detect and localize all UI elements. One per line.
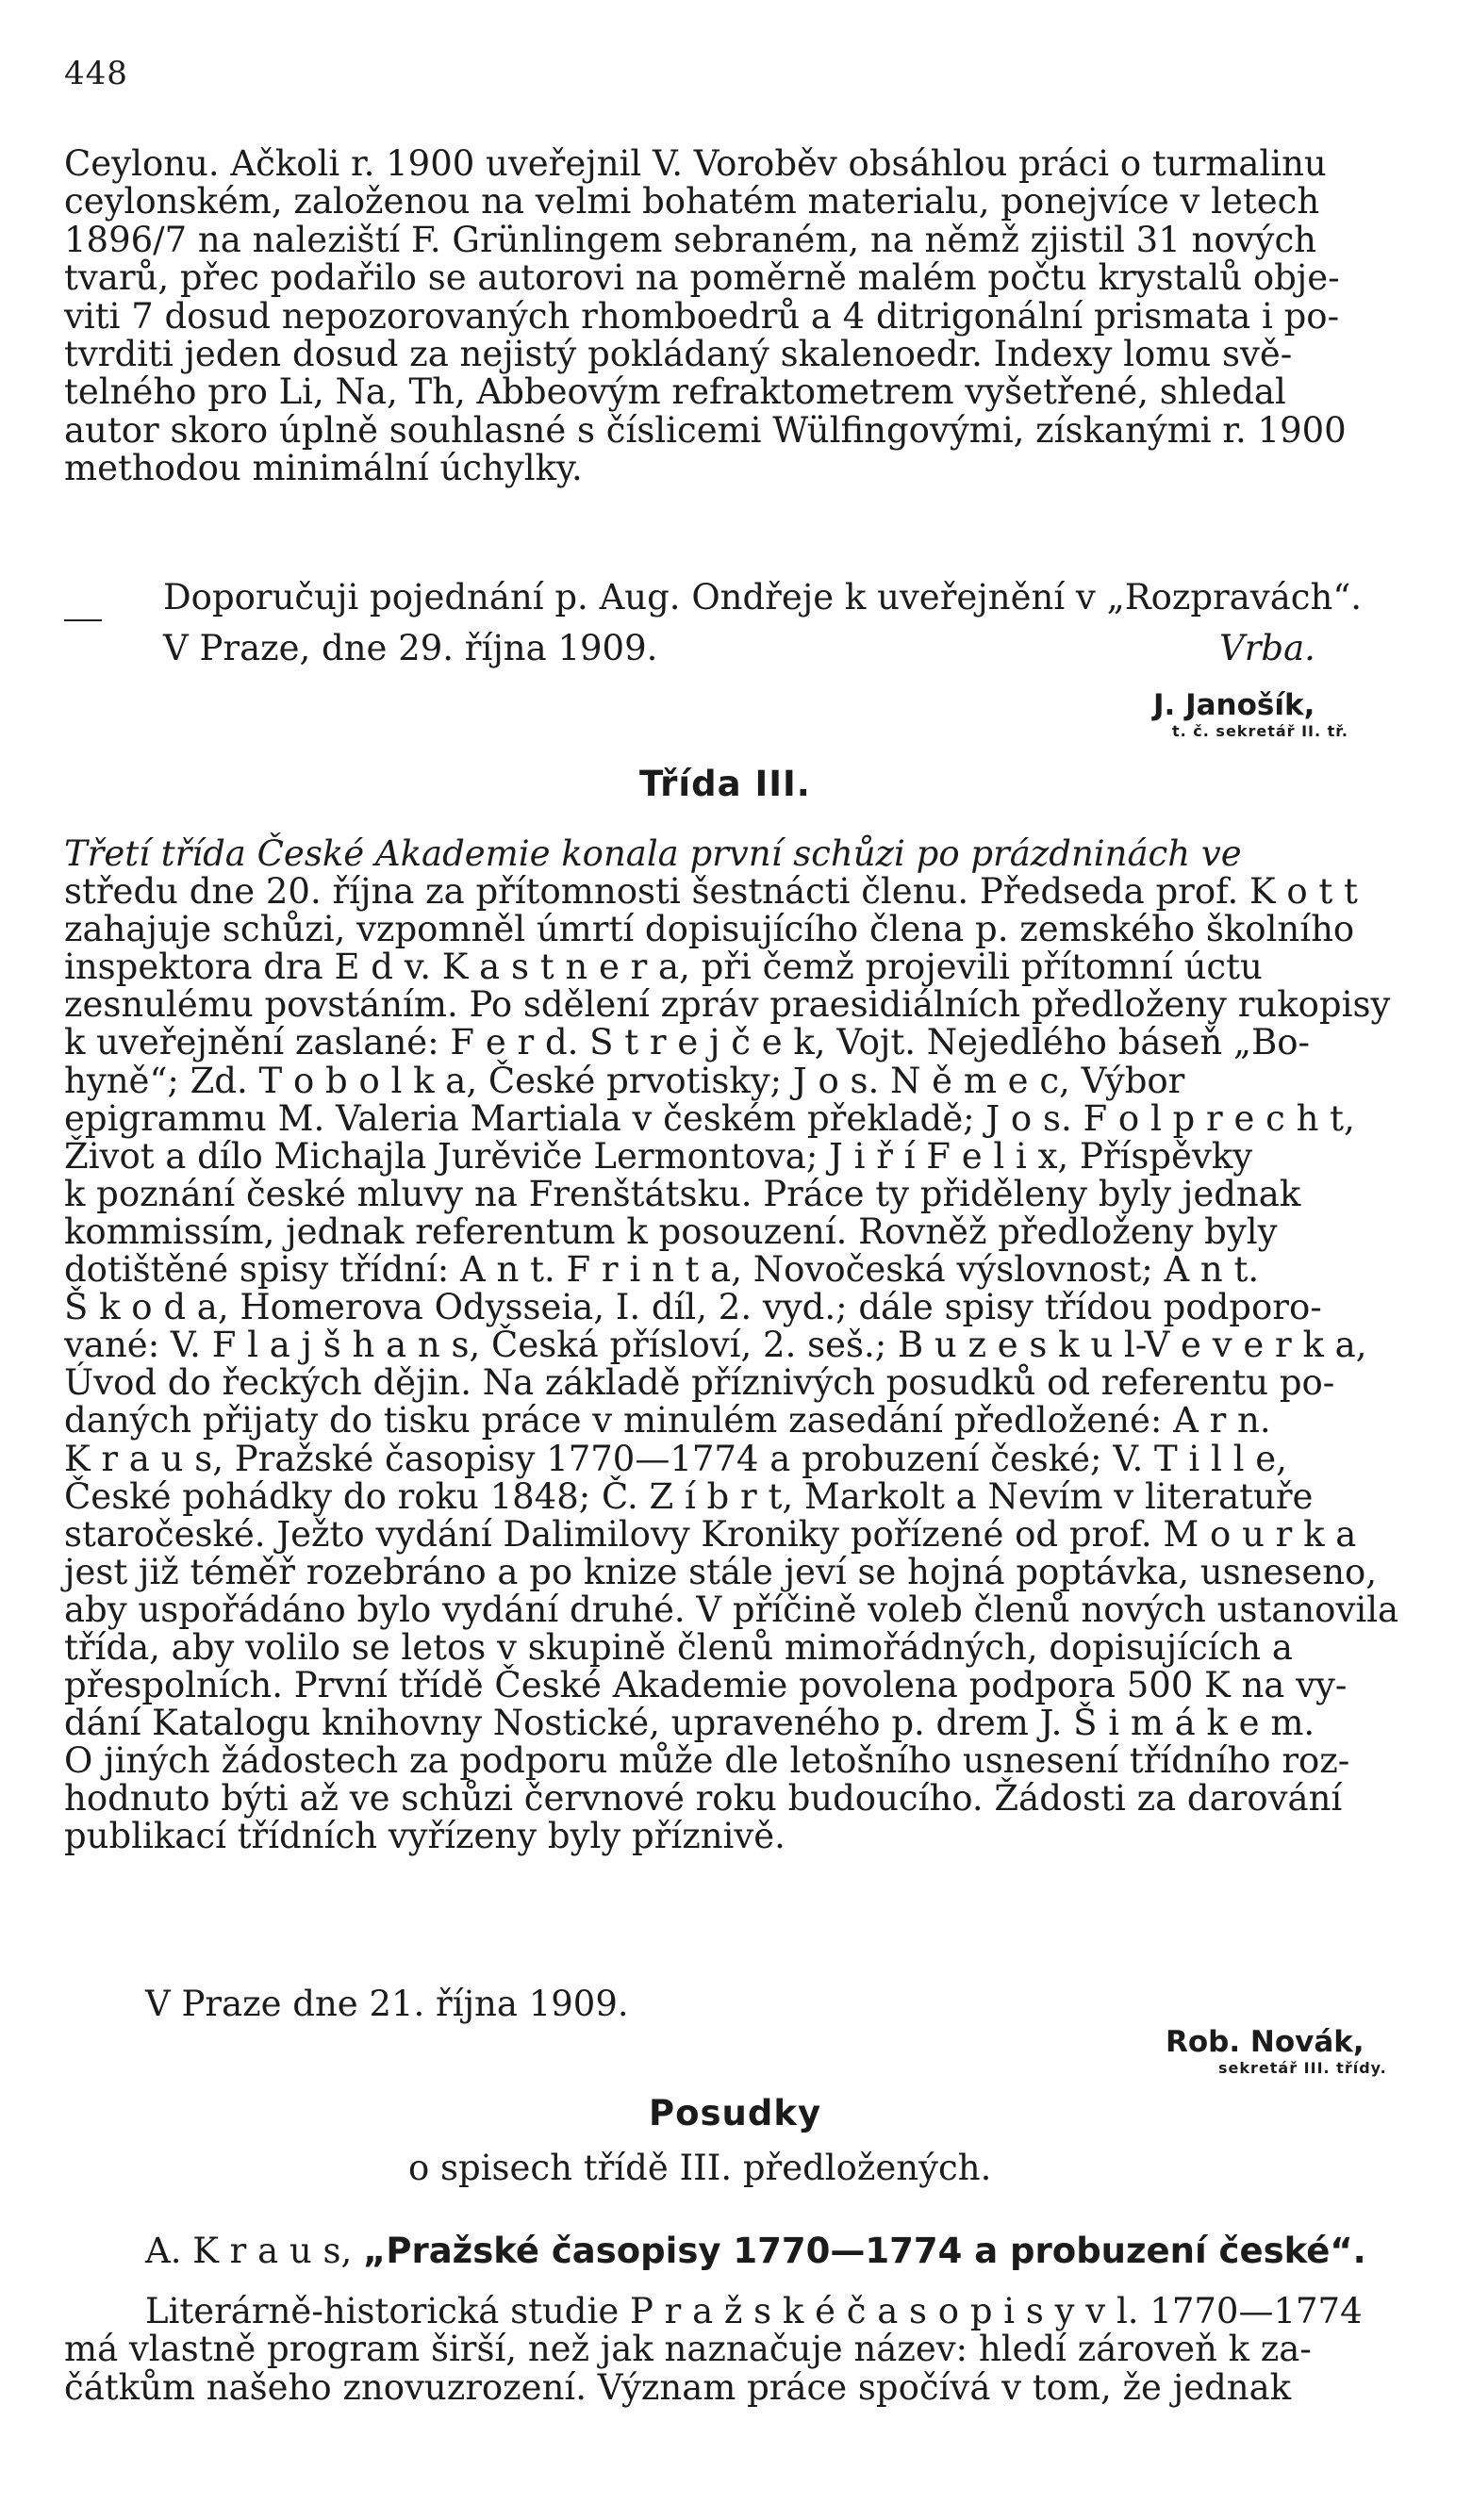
text-line: třída, aby volilo se letos v skupině členů mimořádných, dopisujících a: [64, 1626, 1293, 1668]
paragraph-review: [64, 2293, 1403, 2407]
posudky-heading: Posudky: [649, 2093, 822, 2133]
page-number: 448: [64, 55, 128, 92]
text-line: Třetí třída České Akademie konala první schůzi po prázdninách ve: [64, 833, 1242, 874]
text-line: Š k o d a, Homerova Odysseia, I. díl, 2. vyd.; dále spisy třídou podporo-: [64, 1287, 1322, 1328]
text-line: tvarů, přec podařilo se autorovi na poměrně malém počtu krystalů obje-: [64, 257, 1340, 299]
text-line: O jiných žádostech za podporu může dle letošního usnesení třídního roz-: [64, 1740, 1350, 1782]
text-line: inspektora dra E d v. K a s t n e r a, při čemž projevili přítomní úctu: [64, 947, 1263, 988]
text-line: autor skoro úplně souhlasné s číslicemi Wülfingovými, získanými r. 1900: [64, 409, 1347, 451]
recommendation-text: Doporučuji pojednání p. Aug. Ondřeje k uveřejnění v „Rozpravách“.: [163, 577, 1362, 618]
text-line: přespolních. První třídě České Akademie povolena podpora 500 K na vy-: [64, 1665, 1348, 1706]
text-line: kommissím, jednak referentum k posouzení. Rovněž předloženy byly: [64, 1211, 1278, 1252]
text-line: epigrammu M. Valeria Martiala v českém překladě; J o s. F o l p r e c h t,: [64, 1097, 1355, 1139]
place-date-1: [163, 630, 729, 667]
signature-novak: [1166, 2025, 1387, 2077]
text-line: K r a u s, Pražské časopisy 1770—1774 a probuzení české; V. T i l l e,: [64, 1438, 1287, 1479]
signature-janosik: [1153, 688, 1348, 740]
text-line: České pohádky do roku 1848; Č. Z í b r t, Markolt a Nevím v literatuře: [64, 1475, 1314, 1517]
recommendation: [163, 579, 1408, 617]
text-line: publikací třídních vyřízeny byly příznivě.: [64, 1816, 786, 1857]
text-line: Život a dílo Michajla Jurěviče Lermontova; J i ř í F e l i x, Příspěvky: [64, 1135, 1253, 1177]
signer-name: Vrba.: [1219, 628, 1315, 668]
review-work: „Pražské časopisy 1770—1774 a probuzení české“.: [363, 2231, 1366, 2271]
text-line: Literárně-historická studie P r a ž s k é č a s o p i s y v l. 1770—1774: [145, 2291, 1363, 2331]
text-line: hodnuto býti až ve schůzi červnové roku budoucího. Žádosti za darování: [64, 1778, 1343, 1820]
margin-dash: [64, 619, 102, 621]
text-line: čátkům našeho znovuzrození. Význam práce spočívá v tom, že jednak: [64, 2366, 1292, 2408]
signature-name: Rob. Novák,: [1166, 2025, 1364, 2059]
text-line: aby uspořádáno bylo vydání druhé. V příčině voleb členů nových ustanovila: [64, 1589, 1399, 1630]
text-line: dání Katalogu knihovny Nostické, upraveného p. drem J. Š i m á k e m.: [64, 1703, 1315, 1744]
text-line: jest již téměř rozebráno a po knize stále jeví se hojná poptávka, usneseno,: [64, 1551, 1378, 1592]
review-author: A. K r a u s,: [145, 2231, 353, 2271]
text-line: telného pro Li, Na, Th, Abbeovým refraktometrem vyšetřené, shledal: [64, 371, 1286, 413]
review-title: [145, 2232, 1409, 2270]
text-line: Ceylonu. Ačkoli r. 1900 uveřejnil V. Voroběv obsáhlou práci o turmalinu: [64, 143, 1327, 184]
paragraph-tride-iii: [64, 835, 1403, 1856]
signer-vrba: [1219, 630, 1408, 667]
place-date-text: V Praze, dne 29. října 1909.: [163, 628, 658, 668]
text-line: tvrditi jeden dosud za nejistý pokládaný skalenoedr. Indexy lomu svě-: [64, 334, 1293, 375]
text-line: Úvod do řeckých dějin. Na základě příznivých posudků od referentu po-: [64, 1362, 1335, 1404]
text-line: zahajuje schůzi, vzpomněl úmrtí dopisujícího člena p. zemského školního: [64, 909, 1355, 950]
signature-role: sekretář III. třídy.: [1218, 2059, 1387, 2077]
text-line: k uveřejnění zaslané: F e r d. S t r e j č e k, Vojt. Nejedlého báseň „Bo-: [64, 1022, 1311, 1063]
text-line: středu dne 20. října za přítomnosti šestnácti členu. Předseda prof. K o t t: [64, 871, 1358, 913]
review-title-line: [145, 2232, 1409, 2270]
text-line: staročeské. Ježto vydání Dalimilovy Kroniky pořízené od prof. M o u r k a: [64, 1513, 1357, 1555]
place-date-text: V Praze dne 21. října 1909.: [145, 1984, 629, 2024]
text-line: methodou minimální úchylky.: [64, 448, 583, 489]
text-line: vané: V. F l a j š h a n s, Česká přísloví, 2. seš.; B u z e s k u l-V e v e r k a,: [64, 1325, 1367, 1366]
text-line: 1896/7 na naleziští F. Grünlingem sebraném, na němž zjistil 31 nových: [64, 219, 1316, 260]
paragraph-turmalin: [64, 145, 1403, 488]
place-date-2: [145, 1985, 805, 2023]
text-line: ceylonském, založenou na velmi bohatém materialu, ponejvíce v letech: [64, 181, 1320, 222]
text-line: hyně“; Zd. T o b o l k a, České prvotisky; J o s. N ě m e c, Výbor: [64, 1060, 1185, 1101]
text-line: k poznání české mluvy na Frenštátsku. Práce ty přiděleny byly jednak: [64, 1173, 1301, 1214]
posudky-subheading: o spisech třídě III. předložených.: [408, 2148, 992, 2188]
signature-name: J. Janošík,: [1153, 688, 1315, 722]
text-line: daných přijaty do tisku práce v minulém zasedání předložené: A r n.: [64, 1400, 1271, 1441]
text-line: má vlastně program širší, než jak naznačuje název: hledí zároveň k za-: [64, 2329, 1312, 2370]
text-line: zesnulému povstáním. Po sdělení zpráv praesidiálních předloženy rukopisy: [64, 984, 1391, 1026]
text-line: dotištěné spisy třídní: A n t. F r i n t a, Novočeská výslovnost; A n t.: [64, 1249, 1260, 1291]
text-line: viti 7 dosud nepozorovaných rhomboedrů a 4 ditrigonální prismata i po-: [64, 295, 1340, 337]
signature-role: t. č. sekretář II. tř.: [1172, 722, 1348, 740]
section-heading: Třída III.: [639, 764, 811, 804]
